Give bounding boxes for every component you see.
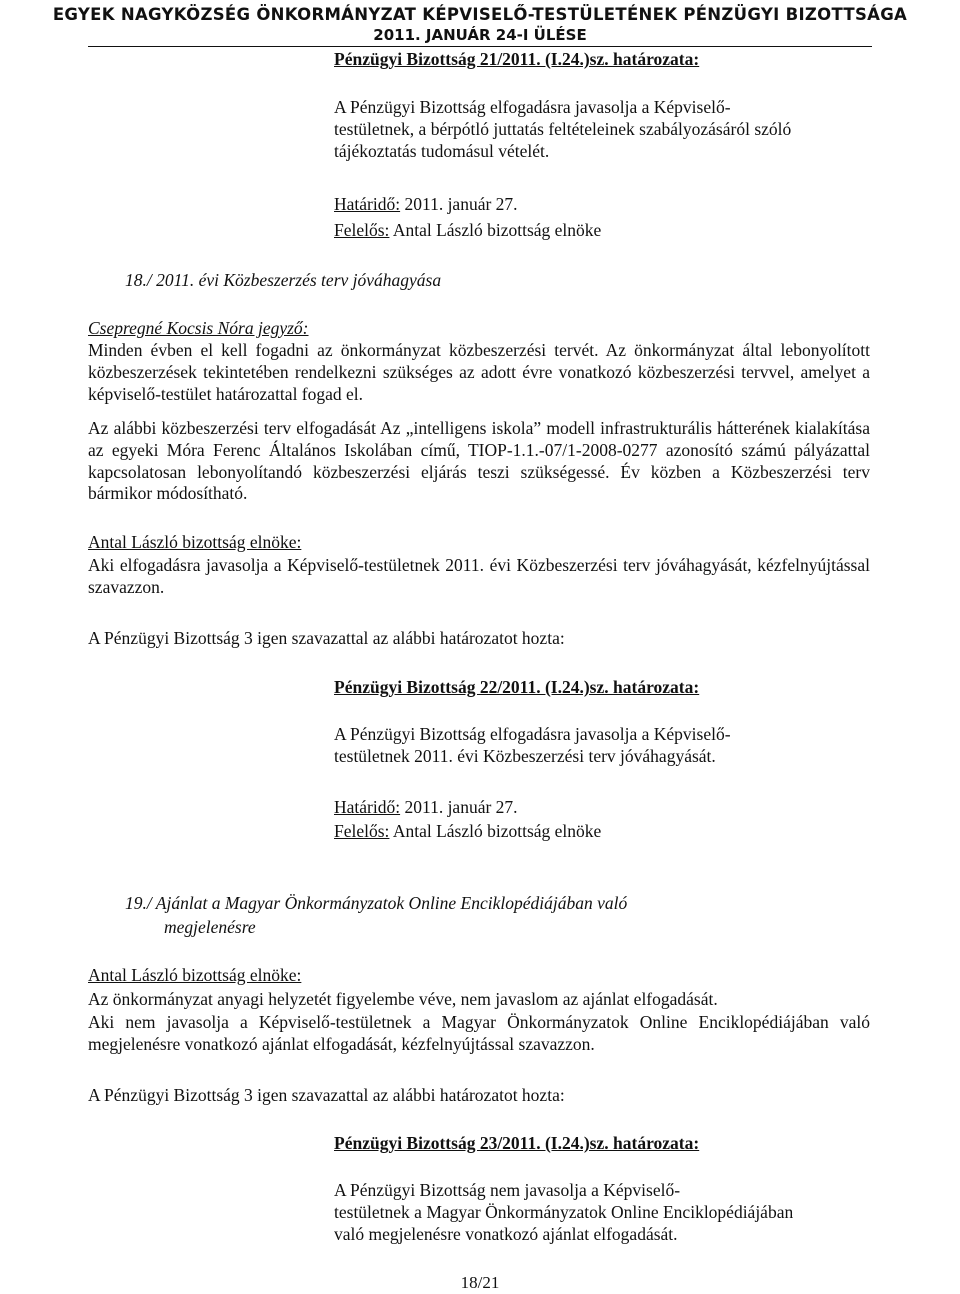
deadline-label: Határidő: bbox=[334, 194, 401, 214]
resolution-21-line-1: A Pénzügyi Bizottság elfogadásra javasolja a Képviselő- bbox=[334, 97, 731, 117]
agenda-item-title: Ajánlat a Magyar Önkormányzatok Online Enciklopédiájában való bbox=[151, 893, 628, 913]
resolution-21-title: Pénzügyi Bizottság 21/2011. (I.24.)sz. határozata: bbox=[334, 49, 700, 69]
agenda-item-number: 19./ bbox=[125, 893, 152, 913]
agenda-item-title: 2011. évi Közbeszerzés terv jóváhagyása bbox=[151, 270, 442, 290]
header-subtitle: 2011. JANUÁR 24-I ÜLÉSE bbox=[373, 26, 587, 44]
resolution-21-deadline bbox=[334, 193, 518, 215]
speaker-notary-para-2: Az alábbi közbeszerzési terv elfogadását Az „intelligens iskola” modell infrastrukturális hátterének kialakítása az egyeki Móra Ferenc Általános Iskolában című, TIOP-1.1.-07/1-2008-0277 azonosító számú pályázattal kapcsolatosan lebonyolítandó közbeszerzési eljárás teszi szükségessé. Év közben a Közbeszerzési terv bármikor módosítható. bbox=[88, 418, 870, 504]
responsible-label: Felelős: bbox=[334, 821, 390, 841]
vote-statement-2: A Pénzügyi Bizottság 3 igen szavazattal az alábbi határozatot hozta: bbox=[88, 1085, 565, 1105]
resolution-21-body bbox=[334, 97, 870, 162]
resolution-23-line-1: A Pénzügyi Bizottság nem javasolja a Képviselő- bbox=[334, 1180, 681, 1200]
header-title: EGYEK NAGYKÖZSÉG ÖNKORMÁNYZAT KÉPVISELŐ-TESTÜLETÉNEK PÉNZÜGYI BIZOTTSÁGA bbox=[52, 5, 908, 24]
deadline-label: Határidő: bbox=[334, 797, 401, 817]
responsible-value: Antal László bizottság elnöke bbox=[389, 220, 602, 240]
speaker-chair-name-2: Antal László bizottság elnöke: bbox=[88, 965, 302, 985]
resolution-22-line-2: testületnek 2011. évi Közbeszerzési terv jóváhagyását. bbox=[334, 745, 716, 766]
speaker-notary-name: Csepregné Kocsis Nóra jegyző: bbox=[88, 318, 309, 338]
header-divider bbox=[88, 46, 872, 47]
vote-statement-1: A Pénzügyi Bizottság 3 igen szavazattal az alábbi határozatot hozta: bbox=[88, 628, 565, 648]
speaker-chair-text-1: Aki elfogadásra javasolja a Képviselő-testületnek 2011. évi Közbeszerzési terv jóváhagyását, kézfelnyújtással szavazzon. bbox=[88, 555, 870, 597]
resolution-23-body bbox=[334, 1180, 870, 1245]
agenda-item-18 bbox=[125, 269, 441, 291]
resolution-22-line-1: A Pénzügyi Bizottság elfogadásra javasolja a Képviselő- bbox=[334, 724, 731, 744]
resolution-22-responsible bbox=[334, 820, 601, 842]
deadline-value: 2011. január 27. bbox=[400, 797, 518, 817]
resolution-22-body bbox=[334, 724, 870, 768]
resolution-21-responsible bbox=[334, 219, 601, 241]
speaker-chair-text-2: Az önkormányzat anyagi helyzetét figyelembe véve, nem javaslom az ajánlat elfogadását. bbox=[88, 989, 718, 1009]
page-number: 18/21 bbox=[460, 1273, 500, 1292]
responsible-value: Antal László bizottság elnöke bbox=[389, 821, 602, 841]
resolution-23-line-2: testületnek a Magyar Önkormányzatok Online Enciklopédiájában bbox=[334, 1201, 794, 1222]
resolution-22-title: Pénzügyi Bizottság 22/2011. (I.24.)sz. határozata: bbox=[334, 677, 700, 697]
resolution-21-line-3: tájékoztatás tudomásul vételét. bbox=[334, 140, 550, 161]
resolution-23-line-3: való megjelenésre vonatkozó ajánlat elfogadását. bbox=[334, 1223, 678, 1244]
agenda-item-number: 18./ bbox=[125, 270, 152, 290]
speaker-chair-text-3: Aki nem javasolja a Képviselő-testületnek a Magyar Önkormányzatok Online Enciklopédiájában való megjelenésre vonatkozó ajánlat elfogadását, kézfelnyújtással szavazzon. bbox=[88, 1012, 870, 1054]
speaker-chair-name-1: Antal László bizottság elnöke: bbox=[88, 532, 302, 552]
resolution-21-line-2: testületnek, a bérpótló juttatás feltételeinek szabályozásáról szóló bbox=[334, 118, 792, 139]
responsible-label: Felelős: bbox=[334, 220, 390, 240]
agenda-item-19-title-cont: megjelenésre bbox=[164, 917, 256, 937]
resolution-22-deadline bbox=[334, 796, 518, 818]
deadline-value: 2011. január 27. bbox=[400, 194, 518, 214]
agenda-item-19 bbox=[125, 892, 627, 914]
resolution-23-title: Pénzügyi Bizottság 23/2011. (I.24.)sz. határozata: bbox=[334, 1133, 700, 1153]
speaker-notary-para-1: Minden évben el kell fogadni az önkormányzat közbeszerzési tervét. Az önkormányzat által lebonyolított közbeszerzések tekintetében rendelkezni szükséges az adott évre vonatkozó közbeszerzési tervvel, amelyet a képviselő-testület határozattal fogad el. bbox=[88, 340, 870, 404]
